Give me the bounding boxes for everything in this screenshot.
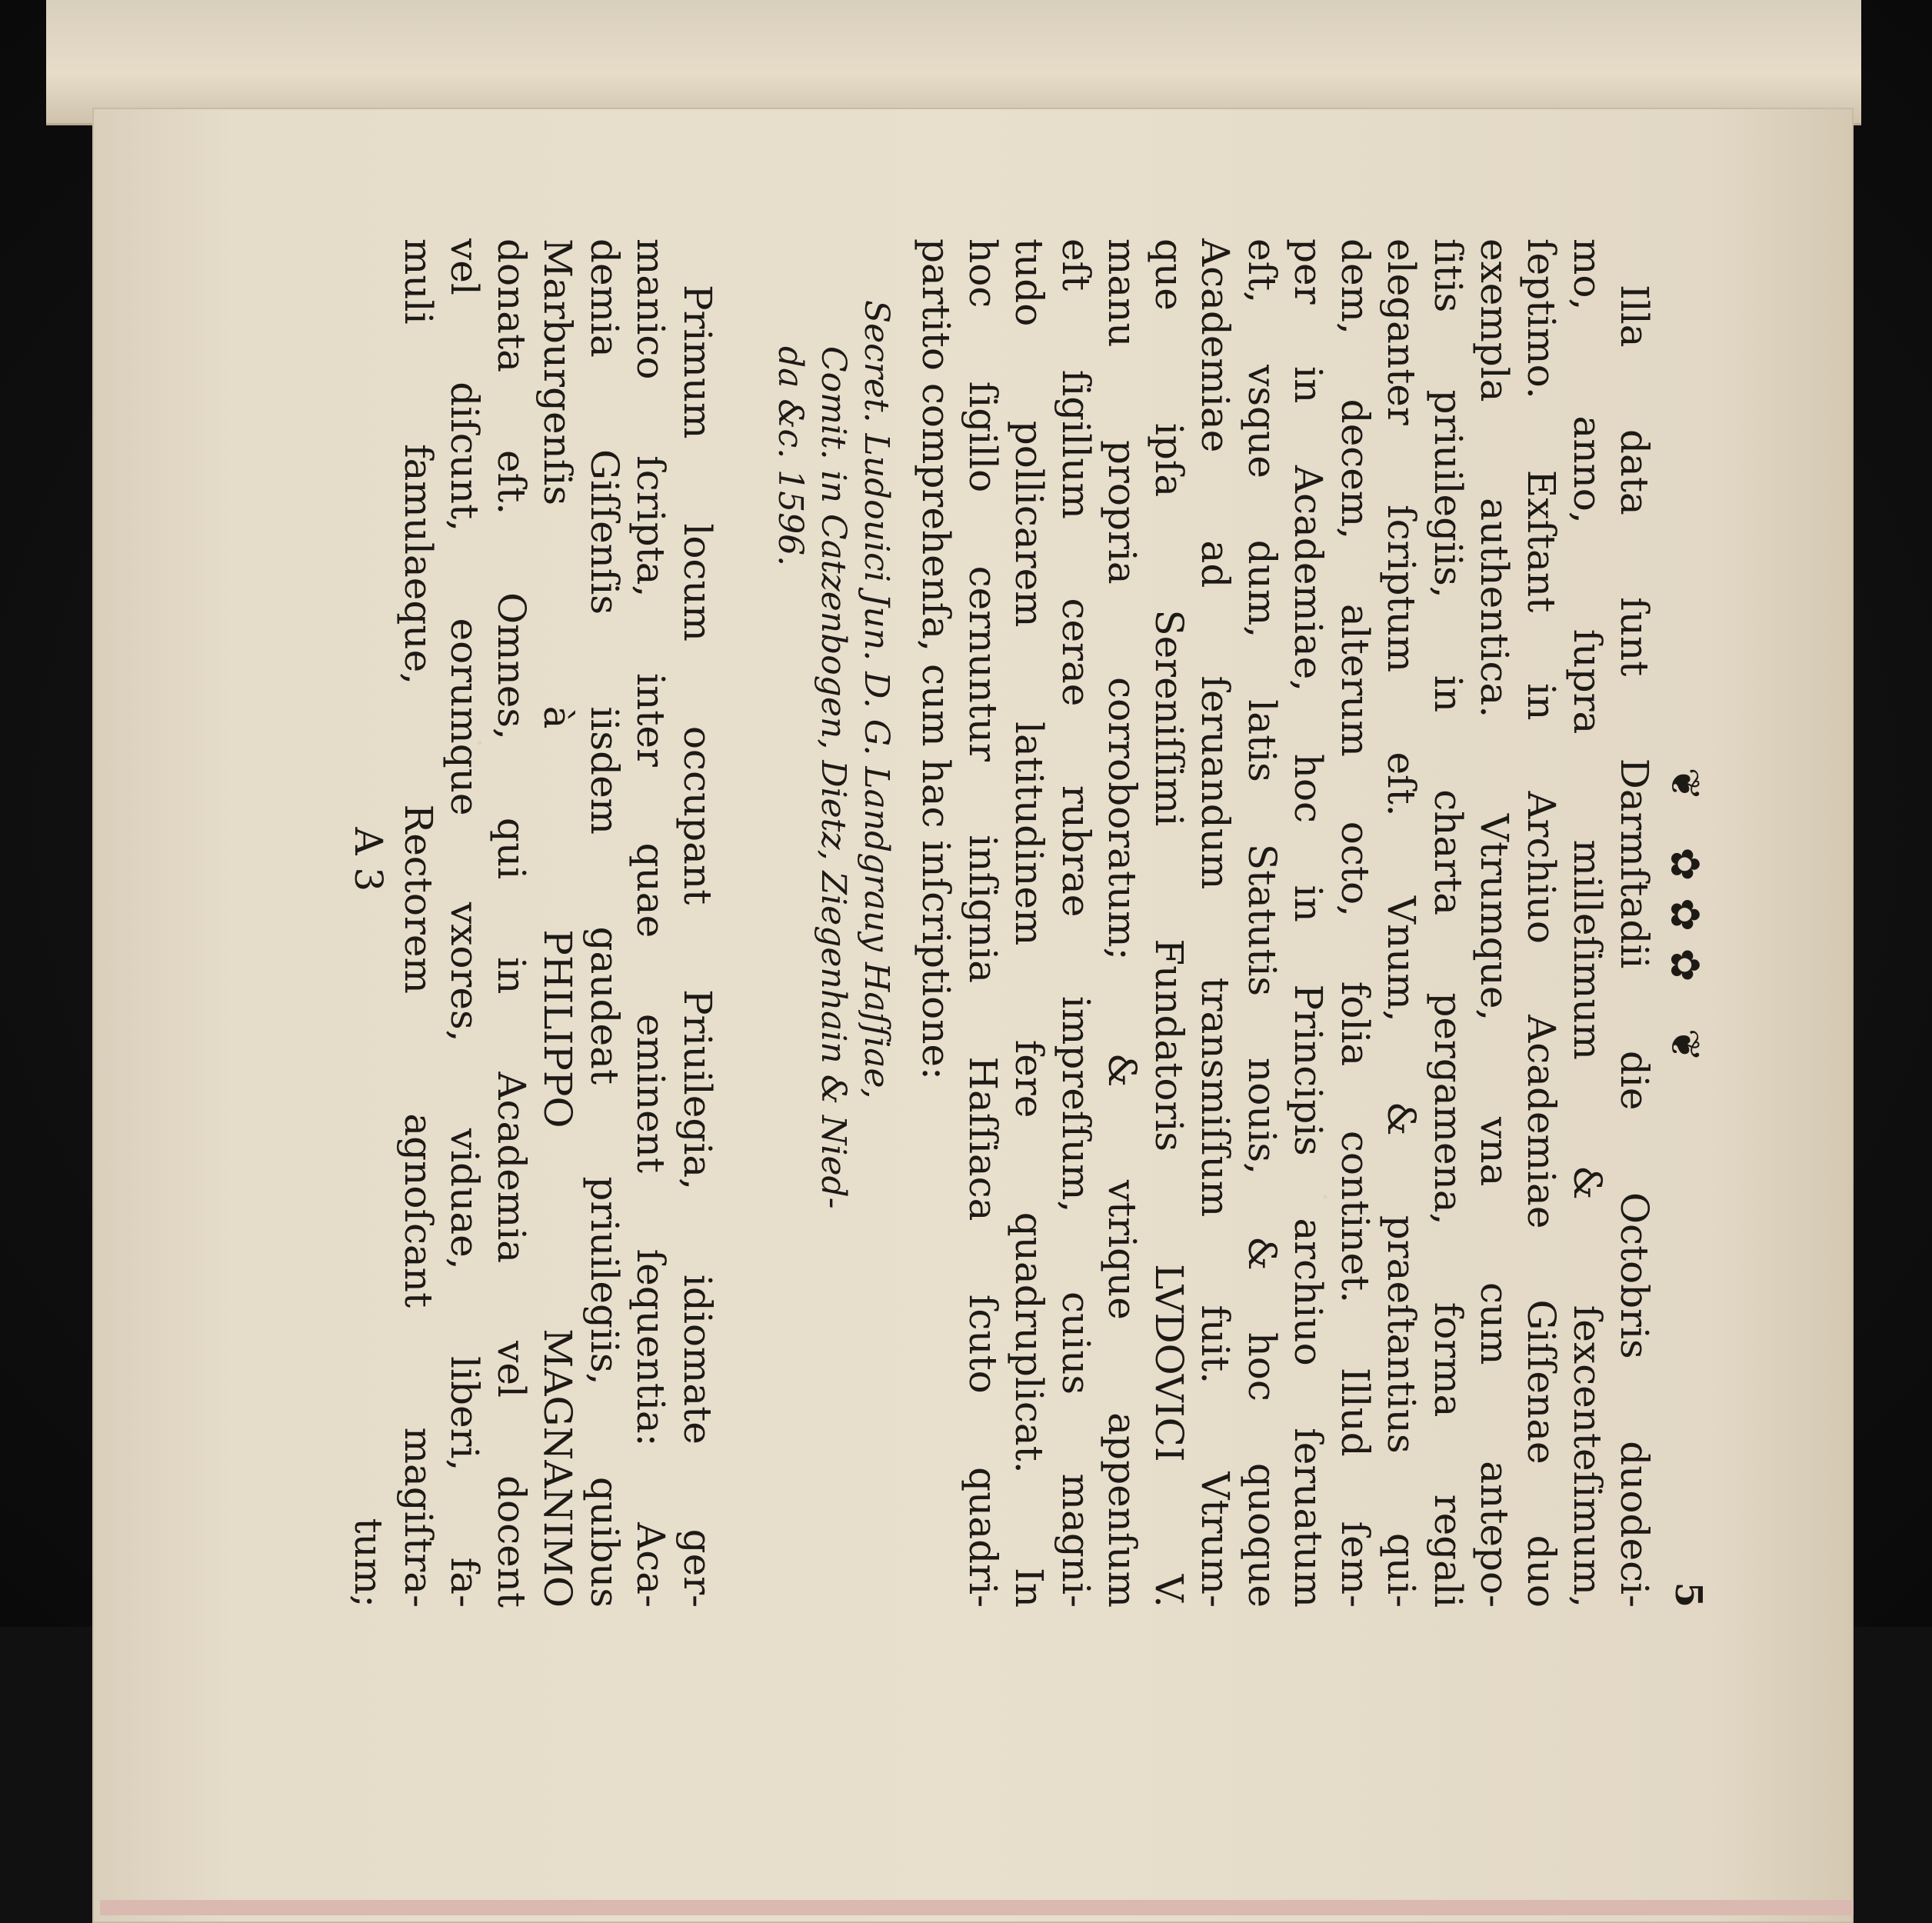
text-line: donata eſt. Omnes, qui in Academia vel docent xyxy=(489,238,534,1608)
page-red-edge xyxy=(100,1900,1854,1915)
inscription-line: Secret. Ludouici Jun. D. G. Landgrauy Haſſiae, xyxy=(857,300,896,1099)
text-line: manu propria corroboratum; & vtrique appenſum xyxy=(1100,238,1145,1608)
header-row xyxy=(1657,238,1711,1608)
text-line: manico ſcripta, inter quae eminent ſequentia: Aca- xyxy=(628,238,674,1608)
book-top-edge xyxy=(46,0,1861,125)
text-line: ſitis priuilegiis, in charta pergamena, forma regali xyxy=(1426,238,1471,1608)
page-number: 5 xyxy=(1667,1581,1710,1608)
text-line: eſt, vsque dum, latis Statutis nouis, & hoc quoque xyxy=(1240,238,1284,1608)
signature-mark: A 3 xyxy=(346,827,391,892)
text-line: eleganter ſcriptum eſt. Vnum, & praeſtantius qui- xyxy=(1379,238,1424,1608)
paragraph-2 xyxy=(395,238,721,1608)
text-line: ſeptimo. Exſtant in Archiuo Academiae Giſſenae duo xyxy=(1519,238,1564,1608)
footer-row xyxy=(346,238,392,1608)
text-line: Illa data ſunt Darmſtadii die Octobris duodeci- xyxy=(1612,285,1657,1608)
text-line: partito comprehenſa, cum hac inſcriptione: xyxy=(914,238,959,1080)
text-line: demia Giſſenſis iisdem gaudeat priuilegiis, quibus xyxy=(582,238,627,1608)
text-line: vel diſcunt, eorumque vxores, viduae, liberi, fa- xyxy=(442,238,488,1608)
seal-inscription xyxy=(768,238,898,1608)
text-line: Academiae ad ſeruandum transmiſſum fuit. Vtrum- xyxy=(1193,238,1238,1608)
inscription-line: da &c. 1596. xyxy=(771,346,810,567)
text-line: exempla authentica. Vtrumque, vna cum antepo- xyxy=(1472,238,1517,1608)
text-line: muli famulaeque, Rectorem agnoſcant magiſtra- xyxy=(396,238,441,1608)
inscription-line: Comit. in Catzenbogen, Dietz, Ziegenhain & Nied- xyxy=(814,346,853,1209)
paragraph-1 xyxy=(913,238,1657,1608)
rotated-text-block xyxy=(346,238,1711,1608)
text-line: hoc ſigillo cernuntur inſignia Haſſiaca ſcuto quadri- xyxy=(961,238,1005,1608)
text-line: Marburgenſis à PHILIPPO MAGNANIMO xyxy=(535,238,581,1608)
text-line: mo, anno, ſupra milleſimum & ſexcenteſimum, xyxy=(1565,238,1611,1608)
text-line: Primum locum occupant Priuilegia, idiomate ger- xyxy=(675,285,720,1608)
catchword: tum; xyxy=(346,1518,391,1608)
ornament-icon: ❦ ✿✿✿ ❦ xyxy=(1661,767,1708,1079)
text-line: per in Academiae, hoc in Principis archiuo ſeruatum xyxy=(1286,238,1331,1608)
text-line: eſt ſigillum cerae rubrae impreſſum, cuius magni- xyxy=(1054,238,1098,1608)
spacer xyxy=(721,238,751,1608)
text-line: tudo pollicarem latitudinem fere quadruplicat. In xyxy=(1007,238,1052,1608)
text-line: dem, decem, alterum octo, folia continet. Illud ſem- xyxy=(1333,238,1377,1608)
text-line: que ipſa Sereniſſimi Fundatoris LVDOVICI V. xyxy=(1147,238,1191,1608)
